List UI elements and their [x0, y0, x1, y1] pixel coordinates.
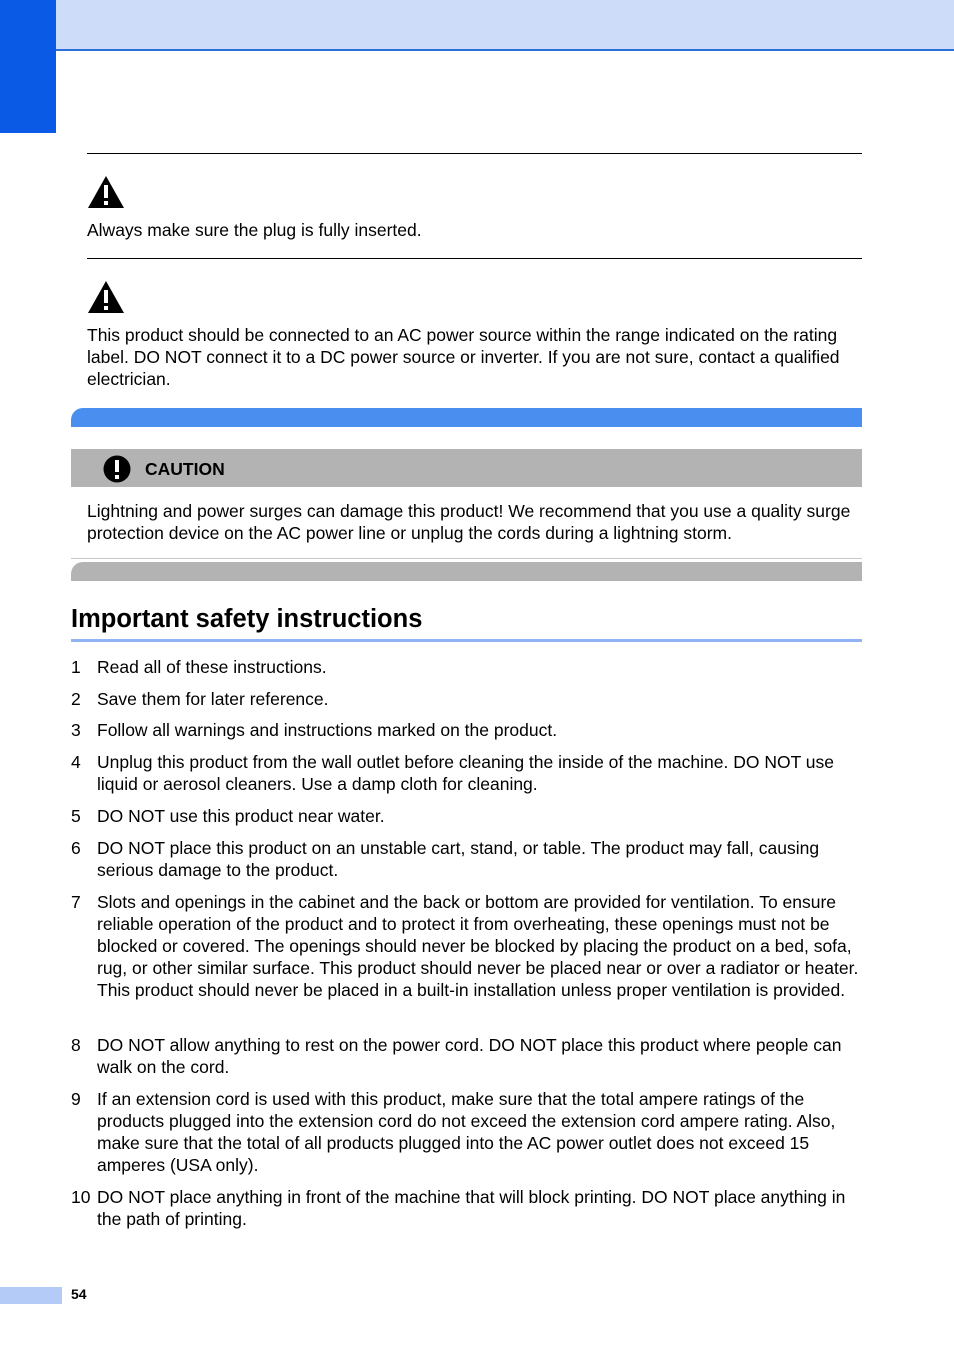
list-item — [71, 1186, 862, 1230]
list-item — [71, 719, 862, 741]
caution-top-bar — [71, 408, 862, 427]
list-item-text: Slots and openings in the cabinet and the back or bottom are provided for ventilation. To ensure reliable operation of the product and to protect it from overheating, these openings must not be blocked or covered. The openings should never be blocked by placing the product on a bed, sofa, rug, or other similar surface. This product should never be placed near or over a radiator or heater. This product should never be placed in a built-in installation unless proper ventilation is provided. — [97, 892, 859, 1000]
caution-text: Lightning and power surges can damage this product! We recommend that you use a quality surge protection device on the AC power line or unplug the cords during a lightning storm. — [87, 501, 851, 543]
chapter-tab — [0, 0, 56, 133]
list-item-number: 6 — [71, 838, 81, 858]
list-item — [71, 1034, 862, 1078]
list-item-number: 10 — [71, 1187, 91, 1207]
warning-text: This product should be connected to an AC power source within the range indicated on the rating label. DO NOT connect it to a DC power source or inverter. If you are not sure, contact a qualified electrician. — [87, 325, 840, 389]
list-item-text: DO NOT place this product on an unstable cart, stand, or table. The product may fall, causing serious damage to the product. — [97, 838, 820, 880]
warning-divider — [87, 258, 862, 259]
list-item-text: Save them for later reference. — [97, 689, 329, 709]
section-title: Important safety instructions — [71, 605, 423, 633]
page-number: 54 — [71, 1286, 87, 1302]
list-item-number: 3 — [71, 720, 81, 740]
list-item-number: 9 — [71, 1089, 81, 1109]
list-item-text: Unplug this product from the wall outlet before cleaning the inside of the machine. DO NOT use liquid or aerosol cleaners. Use a damp cloth for cleaning. — [97, 752, 835, 794]
list-item-number: 5 — [71, 806, 81, 826]
warning-divider — [87, 153, 862, 154]
list-item-text: DO NOT use this product near water. — [97, 806, 385, 826]
warning-triangle-icon — [87, 280, 125, 314]
warning-triangle-icon — [87, 175, 125, 209]
list-item-text: DO NOT allow anything to rest on the power cord. DO NOT place this product where people can walk on the cord. — [97, 1035, 842, 1077]
footer-tab — [0, 1287, 62, 1304]
list-item — [71, 891, 862, 1001]
list-item-number: 2 — [71, 689, 81, 709]
caution-exclamation-icon — [103, 455, 131, 483]
list-item-text: DO NOT place anything in front of the machine that will block printing. DO NOT place anything in the path of printing. — [97, 1187, 846, 1229]
list-item-number: 8 — [71, 1035, 81, 1055]
list-item-text: Follow all warnings and instructions marked on the product. — [97, 720, 558, 740]
list-item — [71, 688, 862, 710]
caution-label: CAUTION — [145, 459, 225, 479]
list-item — [71, 805, 862, 827]
list-item-number: 7 — [71, 892, 81, 912]
caution-divider — [71, 558, 862, 559]
list-item-text: Read all of these instructions. — [97, 657, 327, 677]
list-item-number: 1 — [71, 657, 81, 677]
list-item — [71, 837, 862, 881]
warning-text: Always make sure the plug is fully inserted. — [87, 220, 422, 240]
caution-bottom-bar — [71, 562, 862, 581]
list-item — [71, 656, 862, 678]
section-underline — [71, 639, 862, 642]
list-item-text: If an extension cord is used with this product, make sure that the total ampere ratings of the products plugged into the extension cord do not exceed the extension cord ampere rating. Also, make sure that the total of all products plugged into the AC power outlet does not exceed 15 amperes (USA only). — [97, 1089, 836, 1175]
list-item — [71, 751, 862, 795]
header-band — [0, 0, 954, 51]
list-item-number: 4 — [71, 752, 81, 772]
list-item — [71, 1088, 862, 1176]
